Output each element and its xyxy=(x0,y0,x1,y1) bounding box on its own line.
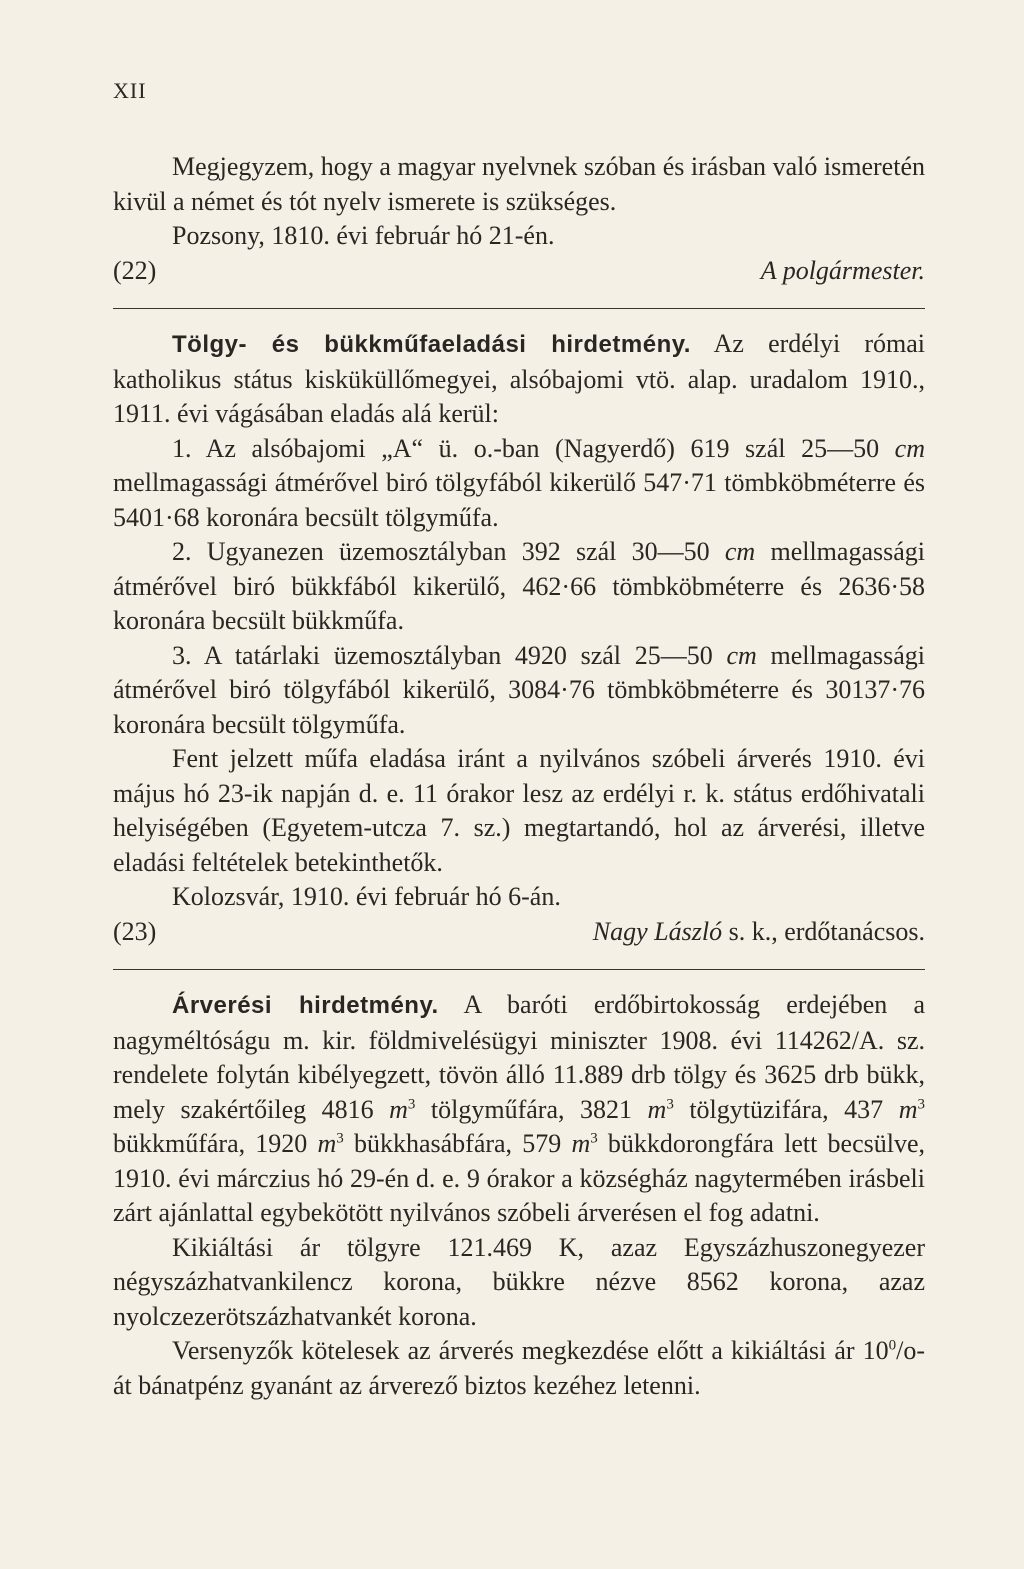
unit-exponent: 3 xyxy=(407,1095,416,1112)
auction-text-6: bükkdorongfára lett becsülve, 1910. évi márczius hó 29-én d. e. 9 órakor a községház nagytermében irásbeli zárt ajánlattal egybekötött nyilvános szóbeli árverésen el fog adatni. xyxy=(113,1129,925,1227)
item-3-unit: cm xyxy=(726,640,757,670)
divider-rule xyxy=(113,969,925,970)
notice-22-number: (22) xyxy=(113,255,157,285)
notice-23-intro-text: Az erdélyi római katholikus státus kisküküllőmegyei, alsóbajomi vtö. alap. uradalom 1910., 1911. évi vágásában eladás alá kerül: xyxy=(113,329,925,428)
item-3-text-a: 3. A tatárlaki üzemosztályban 4920 szál 25—50 xyxy=(172,640,727,670)
item-1-text-a: 1. Az alsóbajomi „A“ ü. o.-ban (Nagyerdő) 619 szál 25—50 xyxy=(172,433,895,463)
notice-23-signature xyxy=(593,915,925,950)
signature-name: Nagy László xyxy=(592,916,723,946)
notice-23-item-3 xyxy=(113,639,925,743)
item-1-unit: cm xyxy=(894,433,925,463)
unit-exponent: 3 xyxy=(666,1095,674,1112)
deposit-text-a: Versenyzők kötelesek az árverés megkezdése előtt a kikiáltási ár 10 xyxy=(172,1336,889,1365)
notice-23-signature-line xyxy=(113,915,925,950)
notice-22-remark: Megjegyzem, hogy a magyar nyelvnek szóban és irásban való ismeretén kivül a német és tót nyelv ismerete is szükséges. xyxy=(113,152,925,216)
unit-exponent: 3 xyxy=(917,1095,925,1112)
item-1-text-b: mellmagassági átmérővel biró tölgyfából kikerülő 547·71 tömbköbméterre és 5401·68 koronára becsült tölgyműfa. xyxy=(113,468,925,532)
notice-22-date: Pozsony, 1810. évi február hó 21-én. xyxy=(172,221,555,250)
notice-23-heading: Tölgy- és bükkműfaeladási hirdetmény. xyxy=(172,331,691,358)
percent-superscript: 0 xyxy=(888,1337,897,1354)
deposit-text-b: /o-át bánatpénz gyanánt az árverező biztos kezéhez letenni. xyxy=(113,1336,925,1400)
item-2-unit: cm xyxy=(724,537,756,566)
item-2-text-b: mellmagassági átmérővel biró bükkfából kikerülő, 462·66 tömbköbméterre és 2636·58 koronára becsült bükkműfa. xyxy=(113,537,925,635)
unit-exponent: 3 xyxy=(590,1130,598,1147)
auction-text-1: A baróti erdőbirtokosság erdejében a nagyméltóságu m. kir. földmivelésügyi miniszter 1908. évi 114262/A. sz. rendelete folytán kibélyegzett, tövön álló 11.889 drb tölgy és 3625 drb bükk, mely szakértőileg 4816 xyxy=(113,990,925,1124)
auction-text-2: tölgyműfára, 3821 xyxy=(415,1094,648,1124)
notice-auction-deposit xyxy=(113,1334,925,1403)
divider-rule xyxy=(113,308,925,309)
notice-auction-intro xyxy=(113,988,925,1231)
notice-23-date: Kolozsvár, 1910. évi február hó 6-án. xyxy=(172,882,561,911)
notice-auction-heading: Árverési hirdetmény. xyxy=(172,992,439,1019)
item-2-text-a: 2. Ugyanezen üzemosztályban 392 szál 30—50 xyxy=(172,537,725,566)
unit-m: m xyxy=(317,1129,337,1158)
notice-22-signature: A polgármester. xyxy=(760,255,925,285)
notice-auction-price: Kikiáltási ár tölgyre 121.469 K, azaz Egyszázhuszonegyezer négyszázhatvankilencz korona, bükkre nézve 8562 korona, azaz nyolczezerötszázhatvankét korona. xyxy=(113,1232,925,1331)
notice-23-intro xyxy=(113,327,925,432)
unit-m: m xyxy=(898,1094,918,1124)
unit-m: m xyxy=(571,1129,591,1158)
page-number: XII xyxy=(113,78,147,103)
unit-m: m xyxy=(389,1094,408,1124)
page xyxy=(113,80,925,1403)
auction-text-4: bükkműfára, 1920 xyxy=(113,1129,318,1158)
auction-text-5: bükkhasábfára, 579 xyxy=(343,1129,572,1158)
notice-23-number: (23) xyxy=(113,916,157,946)
auction-text-3: tölgytüzifára, 437 xyxy=(673,1094,899,1124)
notice-23-item-2 xyxy=(113,535,925,639)
notice-23-auction: Fent jelzett műfa eladása iránt a nyilvános szóbeli árverés 1910. évi május hó 23-ik napján d. e. 11 órakor lesz az erdélyi r. k. státus erdőhivatali helyiségében (Egyetem-utcza 7. sz.) megtartandó, hol az árverési, illetve eladási feltételek betekinthetők. xyxy=(113,744,925,877)
signature-title: s. k., erdőtanácsos. xyxy=(722,916,925,946)
item-3-text-b: mellmagassági átmérővel biró tölgyfából kikerülő, 3084·76 tömbköbméterre és 30137·76 koronára becsült tölgyműfa. xyxy=(113,640,926,739)
notice-22-signature-line xyxy=(113,254,925,289)
unit-m: m xyxy=(647,1094,667,1124)
unit-exponent: 3 xyxy=(336,1130,344,1147)
notice-23-item-1 xyxy=(113,432,925,536)
